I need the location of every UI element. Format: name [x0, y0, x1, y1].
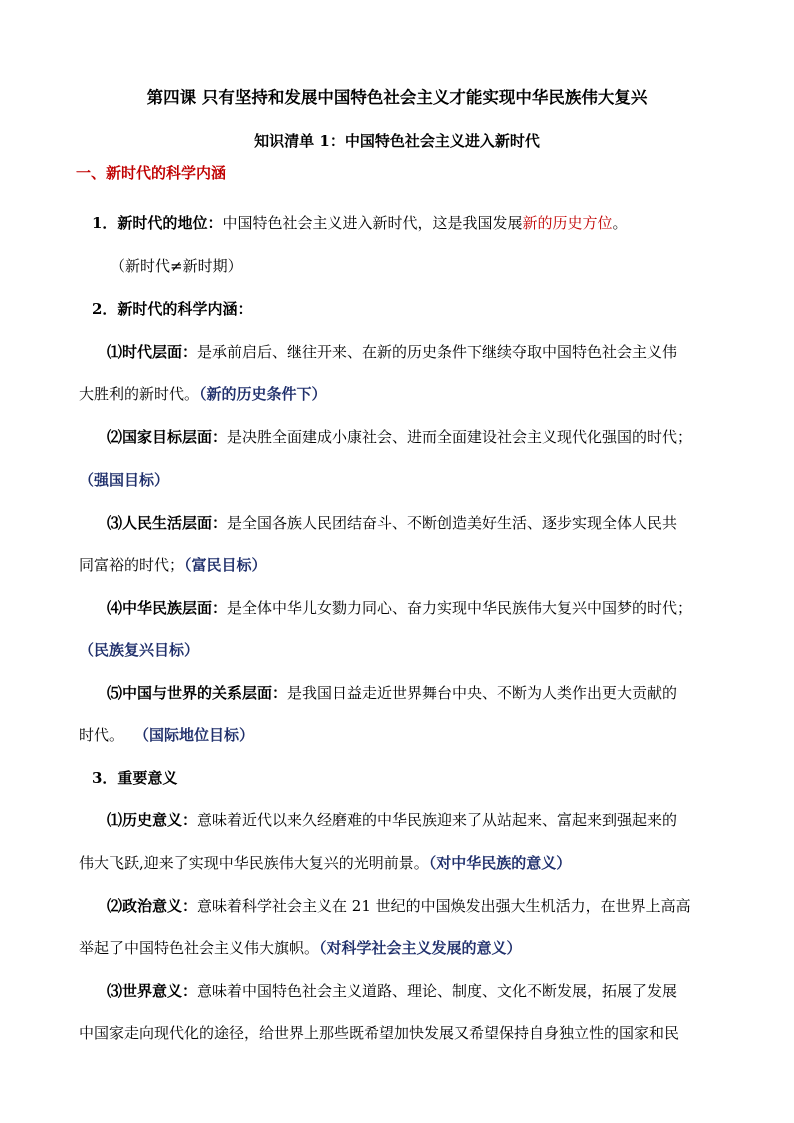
point-1-highlight: 新的历史方位	[522, 214, 613, 232]
lesson-title: 第四课 只有坚持和发展中国特色社会主义才能实现中华民族伟大复兴	[146, 88, 648, 107]
layer-5	[107, 683, 677, 703]
layer-1-text: 是承前启后、继往开来、在新的历史条件下继续夺取中国特色社会主义伟	[197, 343, 678, 361]
meaning-3-text: 意味着中国特色社会主义道路、理论、制度、文化不断发展，拓展了发展	[197, 982, 678, 1000]
layer-3-label: ⑶人民生活层面：	[107, 514, 228, 532]
layer-3-text: 是全国各族人民团结奋斗、不断创造美好生活、逐步实现全体人民共	[227, 514, 678, 532]
meaning-2	[107, 896, 691, 916]
knowledge-list-title: 知识清单 1：中国特色社会主义进入新时代	[254, 132, 540, 150]
layer-4-text: 是全体中华儿女勠力同心、奋力实现中华民族伟大复兴中国梦的时代；	[227, 599, 693, 617]
meaning-1	[107, 810, 677, 830]
layer-1-tag: （新的历史条件下）	[199, 385, 327, 403]
layer-2-label: ⑵国家目标层面：	[107, 428, 228, 446]
point-2-label: 2．新时代的科学内涵：	[92, 300, 253, 318]
meaning-3-cont: 中国家走向现代化的途径，给世界上那些既希望加快发展又希望保持自身独立性的国家和民	[79, 1024, 680, 1042]
layer-5-tag: （国际地位目标）	[134, 726, 255, 744]
meaning-3	[107, 981, 677, 1001]
point-1	[92, 213, 628, 233]
layer-3-cont-text: 同富裕的时代；	[79, 556, 185, 574]
meaning-2-text: 意味着科学社会主义在 21 世纪的中国焕发出强大生机活力，在世界上高高	[197, 897, 691, 915]
layer-1	[107, 342, 677, 362]
point-1-note: （新时代≠新时期）	[110, 257, 243, 275]
point-3-label: 3．重要意义	[92, 769, 178, 787]
layer-2	[107, 427, 692, 447]
layer-5-label: ⑸中国与世界的关系层面：	[107, 684, 288, 702]
meaning-1-label: ⑴历史意义：	[107, 811, 198, 829]
layer-5-text: 是我国日益走近世界舞台中央、不断为人类作出更大贡献的	[287, 684, 678, 702]
meaning-1-tag: （对中华民族的意义）	[428, 854, 572, 872]
meaning-2-cont	[79, 938, 522, 958]
layer-2-tag: （强国目标）	[79, 471, 170, 489]
point-1-end: 。	[612, 214, 628, 232]
layer-1-cont	[79, 384, 327, 404]
layer-4-label: ⑷中华民族层面：	[107, 599, 228, 617]
point-1-text: 中国特色社会主义进入新时代，这是我国发展	[222, 214, 523, 232]
layer-4-tag: （民族复兴目标）	[79, 641, 200, 659]
layer-4	[107, 598, 692, 618]
meaning-1-cont-text: 伟大飞跃,迎来了实现中华民族伟大复兴的光明前景。	[79, 854, 429, 872]
layer-5-cont-text: 时代。	[79, 726, 125, 744]
point-1-label: 1．新时代的地位：	[92, 214, 223, 232]
layer-3-tag: （富民目标）	[184, 556, 267, 574]
section-heading: 一、新时代的科学内涵	[76, 164, 227, 182]
meaning-1-cont	[79, 853, 571, 873]
layer-3	[107, 513, 677, 533]
layer-2-text: 是决胜全面建成小康社会、进而全面建设社会主义现代化强国的时代；	[227, 428, 693, 446]
meaning-2-tag: （对科学社会主义发展的意义）	[319, 939, 522, 957]
layer-1-label: ⑴时代层面：	[107, 343, 198, 361]
meaning-2-cont-text: 举起了中国特色社会主义伟大旗帜。	[79, 939, 320, 957]
layer-5-cont	[79, 725, 254, 745]
meaning-1-text: 意味着近代以来久经磨难的中华民族迎来了从站起来、富起来到强起来的	[197, 811, 678, 829]
layer-3-cont	[79, 555, 267, 575]
meaning-3-label: ⑶世界意义：	[107, 982, 198, 1000]
layer-1-cont-text: 大胜利的新时代。	[79, 385, 200, 403]
meaning-2-label: ⑵政治意义：	[107, 897, 198, 915]
